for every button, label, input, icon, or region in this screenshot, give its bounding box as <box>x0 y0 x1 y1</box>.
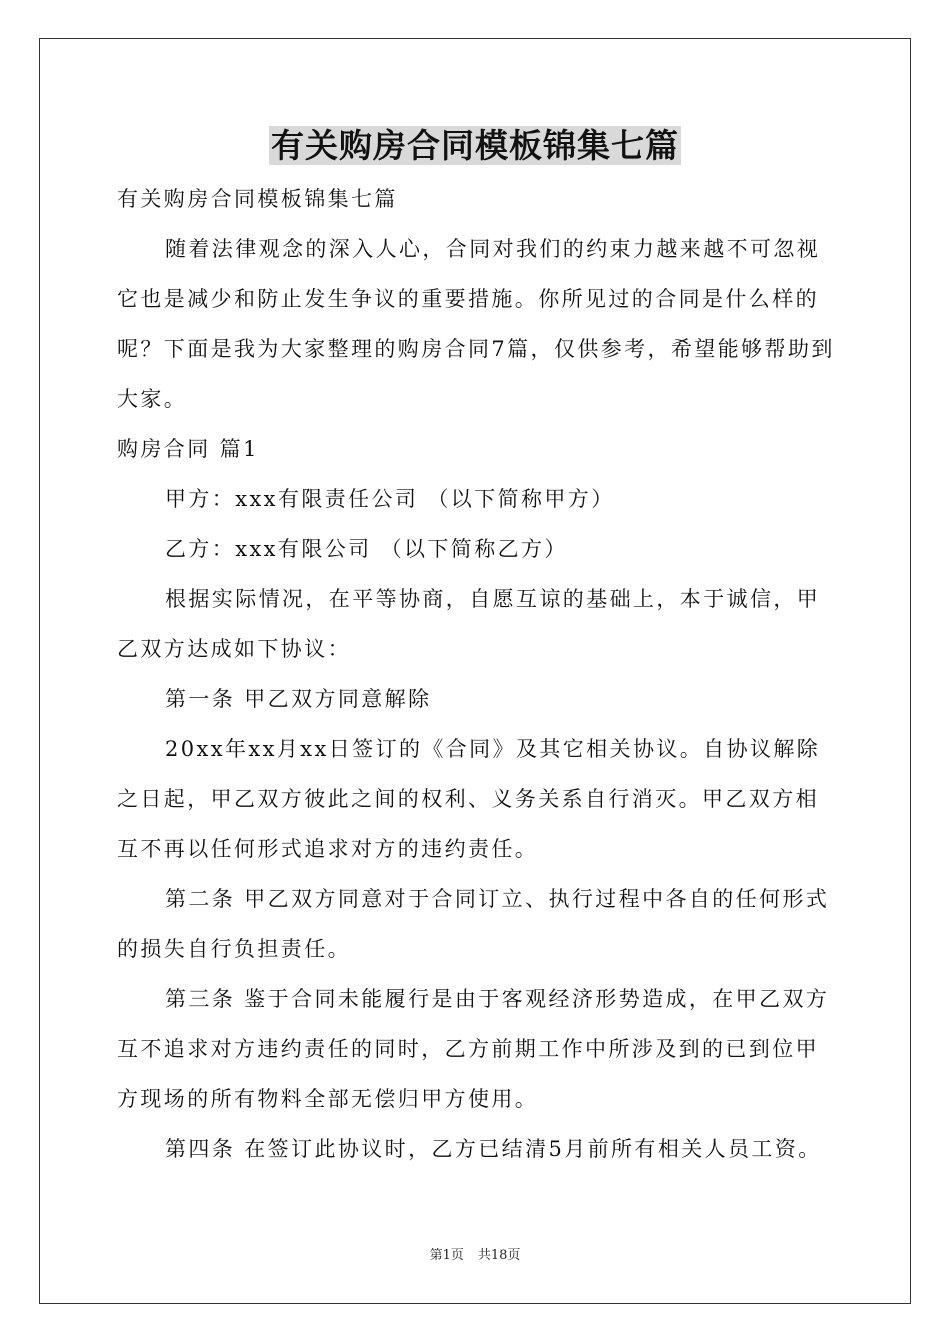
clause-4: 第四条 在签订此协议时，乙方已结清5月前所有相关人员工资。 <box>165 1137 822 1161</box>
page-footer <box>0 1246 950 1266</box>
clause-1-heading: 第一条 甲乙双方同意解除 <box>165 687 432 711</box>
paragraph: 有关购房合同模板锦集七篇 <box>117 187 398 211</box>
document-body <box>117 174 837 1174</box>
page-total: 共18页 <box>477 1248 521 1263</box>
document-title-text: 有关购房合同模板锦集七篇 <box>271 126 679 165</box>
paragraph: 根据实际情况，在平等协商，自愿互谅的基础上，本于诚信，甲乙双方达成如下协议： <box>117 587 821 661</box>
party-a-line: 甲方：xxx有限责任公司 （以下简称甲方） <box>165 487 615 511</box>
paragraph: 随着法律观念的深入人心，合同对我们的约束力越来越不可忽视它也是减少和防止发生争议的重要措施。你所见过的合同是什么样的呢？下面是我为大家整理的购房合同7篇，仅供参考，希望能够帮助到大家。 <box>117 237 835 411</box>
party-b-line: 乙方：xxx有限公司 （以下简称乙方） <box>165 537 568 561</box>
section-heading: 购房合同 篇1 <box>117 437 259 461</box>
clause-3: 第三条 鉴于合同未能履行是由于客观经济形势造成，在甲乙双方互不追求对方违约责任的同时，乙方前期工作中所涉及到的已到位甲方现场的所有物料全部无偿归甲方使用。 <box>117 987 830 1111</box>
paragraph: 20xx年xx月xx日签订的《合同》及其它相关协议。自协议解除之日起，甲乙双方彼此之间的权利、义务关系自行消灭。甲乙双方相互不再以任何形式追求对方的违约责任。 <box>117 737 821 861</box>
page-number: 第1页 <box>429 1248 464 1263</box>
document-title <box>0 122 950 170</box>
clause-2: 第二条 甲乙双方同意对于合同订立、执行过程中各自的任何形式的损失自行负担责任。 <box>117 887 830 961</box>
